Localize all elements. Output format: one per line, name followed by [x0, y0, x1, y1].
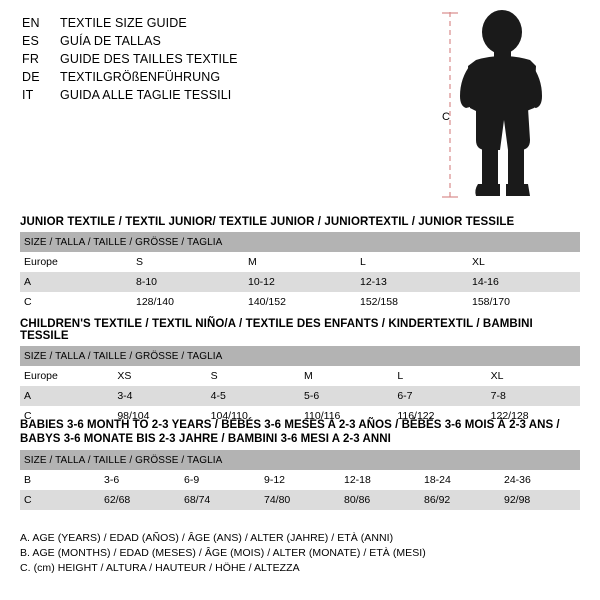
language-title: TEXTILGRÖßENFÜHRUNG [60, 70, 221, 84]
section-junior [20, 216, 580, 312]
cell: 80/86 [340, 490, 420, 510]
table-row [20, 366, 580, 386]
cell: 86/92 [420, 490, 500, 510]
cell: 7-8 [487, 386, 580, 406]
cell: M [300, 366, 393, 386]
silhouette-right-leg [508, 148, 524, 184]
row-label: Europe [20, 252, 132, 272]
cell: 98/104 [113, 406, 206, 426]
row-label: Europe [20, 366, 113, 386]
cell: XL [487, 366, 580, 386]
babies-header-label: SIZE / TALLA / TAILLE / GRÖSSE / TAGLIA [20, 450, 580, 470]
cell: 8-10 [132, 272, 244, 292]
children-size-table [20, 346, 580, 426]
footnote-c: C. (cm) HEIGHT / ALTURA / HAUTEUR / HÖHE / ALTEZZA [20, 562, 300, 574]
cell: 10-12 [244, 272, 356, 292]
language-title: GUIDA ALLE TAGLIE TESSILI [60, 88, 232, 102]
silhouette-left-shoe [475, 184, 500, 196]
language-code: DE [22, 70, 40, 84]
row-label: C [20, 292, 132, 312]
language-row [22, 50, 442, 68]
cell: L [393, 366, 486, 386]
cell: M [244, 252, 356, 272]
row-label: C [20, 406, 113, 426]
section-junior-title: JUNIOR TEXTILE / TEXTIL JUNIOR/ TEXTILE JUNIOR / JUNIORTEXTIL / JUNIOR TESSILE [20, 216, 515, 228]
table-header-row [20, 232, 580, 252]
cell: 68/74 [180, 490, 260, 510]
silhouette-shorts [476, 108, 530, 150]
cell: 24-36 [500, 470, 580, 490]
language-row [22, 68, 442, 86]
cell: 110/116 [300, 406, 393, 426]
language-code: EN [22, 16, 40, 30]
table-row [20, 272, 580, 292]
silhouette-torso [468, 56, 536, 112]
row-label: C [20, 490, 100, 510]
cell: 6-7 [393, 386, 486, 406]
section-children-title: CHILDREN'S TEXTILE / TEXTIL NIÑO/A / TEXTILE DES ENFANTS / KINDERTEXTIL / BAMBINI TESSILE [20, 318, 533, 342]
language-title: TEXTILE SIZE GUIDE [60, 16, 187, 30]
row-label: B [20, 470, 100, 490]
language-code: IT [22, 88, 34, 102]
footnotes-block [20, 531, 580, 576]
child-silhouette-figure [438, 8, 588, 203]
cell: 5-6 [300, 386, 393, 406]
cell: 104/110 [207, 406, 300, 426]
silhouette-right-shoe [506, 184, 530, 196]
table-row [20, 252, 580, 272]
cell: 158/170 [468, 292, 580, 312]
footnote-b: B. AGE (MONTHS) / EDAD (MESES) / ÂGE (MOIS) / ALTER (MONATE) / ETÀ (MESI) [20, 547, 426, 559]
language-row [22, 32, 442, 50]
babies-size-table [20, 450, 580, 510]
cell: S [207, 366, 300, 386]
cell: 140/152 [244, 292, 356, 312]
language-code: ES [22, 34, 40, 48]
language-title-block [22, 14, 442, 104]
section-babies-title-line-1: BABIES 3-6 MONTH TO 2-3 YEARS / BEBÉS 3-6 MESES A 2-3 AÑOS / BÉBÉS 3-6 MOIS À 2-3 ANS / [20, 419, 560, 431]
cell: 9-12 [260, 470, 340, 490]
language-title: GUÍA DE TALLAS [60, 34, 161, 48]
footnote-a: A. AGE (YEARS) / EDAD (AÑOS) / ÂGE (ANS) / ALTER (JAHRE) / ETÀ (ANNI) [20, 532, 394, 544]
language-row [22, 86, 442, 104]
cell: 128/140 [132, 292, 244, 312]
section-babies [20, 418, 580, 510]
cell: 3-4 [113, 386, 206, 406]
cell: 74/80 [260, 490, 340, 510]
child-figure-svg [438, 8, 588, 203]
silhouette-head [482, 10, 522, 54]
section-babies-title [20, 418, 580, 446]
cell: 18-24 [420, 470, 500, 490]
row-label: A [20, 272, 132, 292]
cell: XS [113, 366, 206, 386]
table-row [20, 490, 580, 510]
junior-header-label: SIZE / TALLA / TAILLE / GRÖSSE / TAGLIA [20, 232, 580, 252]
silhouette-left-leg [482, 148, 498, 184]
cell: 116/122 [393, 406, 486, 426]
cell: 122/128 [487, 406, 580, 426]
cell: 4-5 [207, 386, 300, 406]
table-row [20, 386, 580, 406]
cell: XL [468, 252, 580, 272]
cell: 3-6 [100, 470, 180, 490]
row-label: A [20, 386, 113, 406]
cell: 12-18 [340, 470, 420, 490]
cell: L [356, 252, 468, 272]
height-measure-label: C [442, 111, 450, 123]
language-title: GUIDE DES TAILLES TEXTILE [60, 52, 238, 66]
children-header-label: SIZE / TALLA / TAILLE / GRÖSSE / TAGLIA [20, 346, 580, 366]
table-row [20, 292, 580, 312]
language-row [22, 14, 442, 32]
table-header-row [20, 450, 580, 470]
cell: 92/98 [500, 490, 580, 510]
section-children [20, 318, 580, 426]
cell: 152/158 [356, 292, 468, 312]
table-row [20, 470, 580, 490]
cell: 62/68 [100, 490, 180, 510]
language-code: FR [22, 52, 40, 66]
table-header-row [20, 346, 580, 366]
cell: 12-13 [356, 272, 468, 292]
section-babies-title-line-2: BABYS 3-6 MONATE BIS 2-3 JAHRE / BAMBINI 3-6 MESI A 2-3 ANNI [20, 433, 391, 445]
cell: S [132, 252, 244, 272]
cell: 14-16 [468, 272, 580, 292]
cell: 6-9 [180, 470, 260, 490]
junior-size-table [20, 232, 580, 312]
